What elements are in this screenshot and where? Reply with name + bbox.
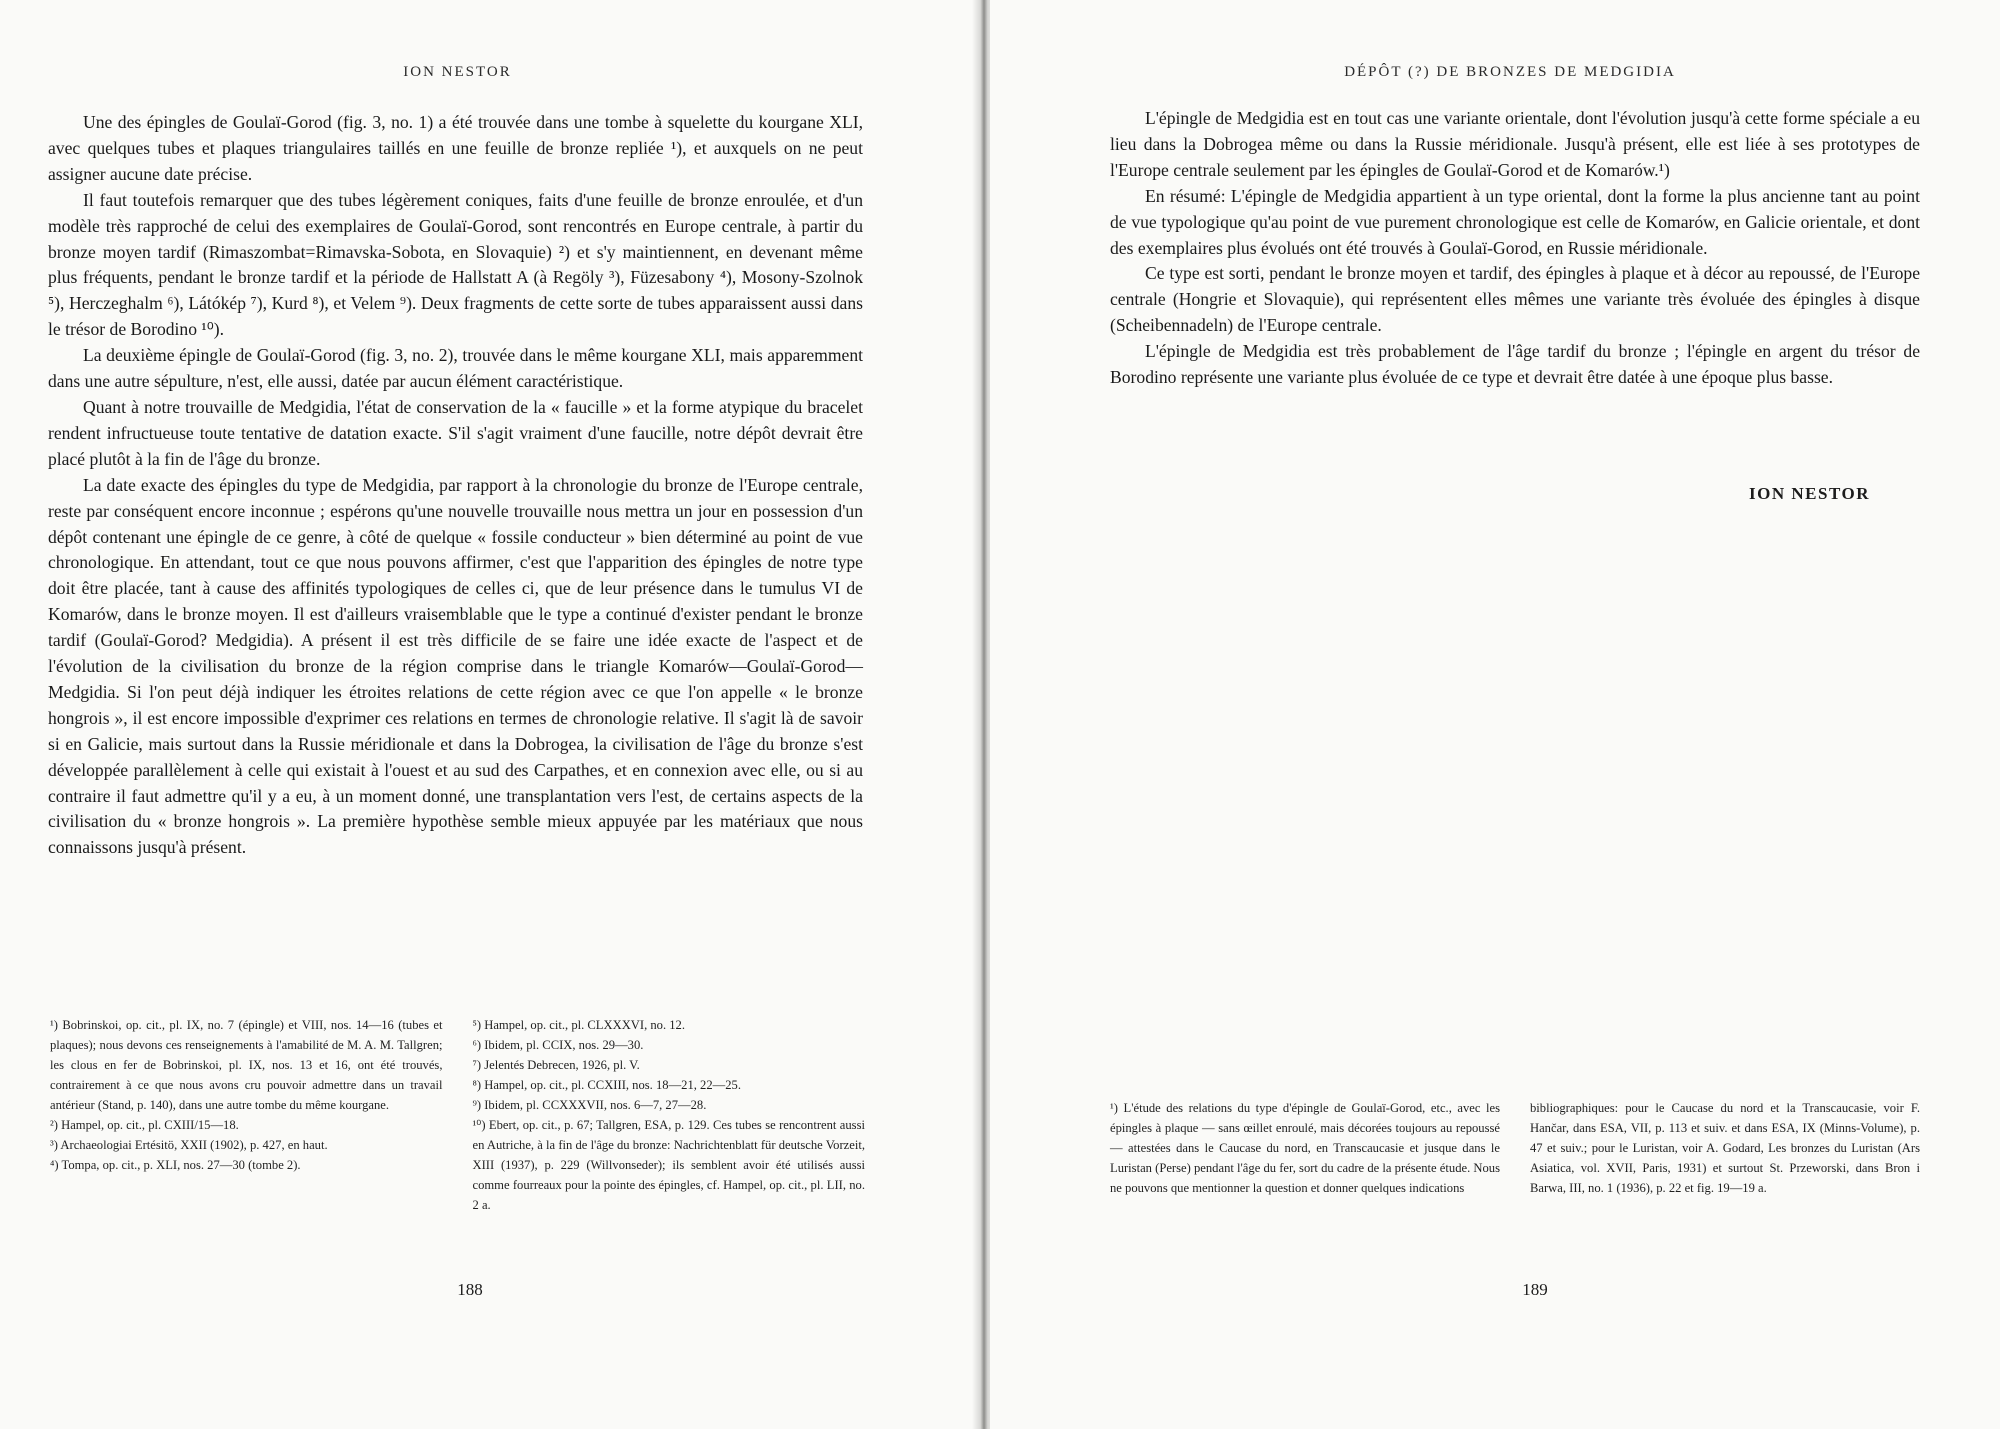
footnote: ¹) Bobrinskoi, op. cit., pl. IX, no. 7 (épingle) et VIII, nos. 14—16 (tubes et plaques); nous devons ces renseignements à l'amabilité de M. A. M. Tallgren; les clous en fer de Bobrinskoi, pl. IX, nos. 13 et 16, ont été trouvés, contrairement à ce que nous avons cru pouvoir admettre dans un travail antérieur (Stand, p. 140), dans une autre tombe du même kourgane. xyxy=(50,1018,443,1112)
footnotes xyxy=(1110,1098,1920,1198)
footnote: ¹) L'étude des relations du type d'épingle de Goulaï-Gorod, etc., avec les épingles à plaque — sans œillet enroulé, mais décorées toujours au repoussé — attestées dans le Caucase du nord, en Transcaucasie et jusque dans le Luristan (Perse) pendant l'âge du fer, sort du cadre de la présente étude. Nous ne pouvons que mentionner la question et donner quelques indications xyxy=(1110,1101,1500,1195)
paragraph: La date exacte des épingles du type de Medgidia, par rapport à la chronologie du bronze de l'Europe centrale, reste par conséquent encore inconnue ; espérons qu'une nouvelle trouvaille nous mettra un jour en possession d'un dépôt contenant une épingle de ce genre, à côté de quelque « fossile conducteur » bien déterminé au point de vue chronologique. En attendant, tout ce que nous pouvons affirmer, c'est que l'apparition des épingles de notre type doit être placée, tant à cause des affinités typologiques de celles ci, que de leur présence dans le tumulus VI de Komarów, dans le bronze moyen. Il est d'ailleurs vraisemblable que le type a continué d'exister pendant le bronze tardif (Goulaï-Gorod? Medgidia). A présent il est très difficile de se faire une idée exacte de l'aspect et de l'évolution de la civilisation du bronze de la région comprise dans le triangle Komarów—Goulaï-Gorod—Medgidia. Si l'on peut déjà indiquer les étroites relations de cette région avec ce que l'on appelle « le bronze hongrois », il est encore impossible d'exprimer ces relations en termes de chronologie relative. Il s'agit là de savoir si en Galicie, mais surtout dans la Russie méridionale et dans la Dobrogea, la civilisation de l'âge du bronze s'est développée parallèlement à celle qui existait à l'ouest et au sud des Carpathes, et en connexion avec elle, ou si au contraire il faut admettre qu'il y a eu, à un moment donné, une transplantation vers l'est, de certains aspects de la civilisation du « bronze hongrois ». La première hypothèse semble mieux appuyée par les matériaux que nous connaissons jusqu'à présent. xyxy=(48,474,863,858)
footnotes xyxy=(50,1015,865,1215)
page-number: 188 xyxy=(457,1280,483,1299)
running-head: DÉPÔT (?) DE BRONZES DE MEDGIDIA xyxy=(1344,64,1676,80)
right-page xyxy=(990,0,2000,1429)
footnote: ³) Archaeologiai Ertésitö, XXII (1902), p. 427, en haut. xyxy=(50,1138,328,1152)
body-text xyxy=(1110,106,1920,391)
paragraph: L'épingle de Medgidia est en tout cas une variante orientale, dont l'évolution jusqu'à cette forme spéciale a eu lieu dans la Dobrogea même ou dans la Russie méridionale. Jusqu'à présent, elle est liée à ses prototypes de l'Europe centrale seulement par les épingles de Goulaï-Gorod et de Komarów.¹) xyxy=(1110,108,1920,180)
paragraph: La deuxième épingle de Goulaï-Gorod (fig. 3, no. 2), trouvée dans le même kourgane XLI, mais apparemment dans une autre sépulture, n'est, elle aussi, datée par aucun élément caractéristique. xyxy=(48,345,863,392)
left-page xyxy=(0,0,978,1429)
footnote: ⁹) Ibidem, pl. CCXXXVII, nos. 6—7, 27—28. xyxy=(472,1098,707,1112)
footnote: ¹⁰) Ebert, op. cit., p. 67; Tallgren, ESA, p. 129. Ces tubes se rencontrent aussi en Autriche, à la fin de l'âge du bronze: Nachrichtenblatt für deutsche Vorzeit, XIII (1937), p. 229 (Willvonseder); ils semblent avoir été utilisés aussi comme fourreaux pour la pointe des épingles, cf. Hampel, op. cit., pl. LII, no. 2 a. xyxy=(472,1118,865,1212)
paragraph: Ce type est sorti, pendant le bronze moyen et tardif, des épingles à plaque et à décor au repoussé, de l'Europe centrale (Hongrie et Slovaquie), qui représentent elles mêmes une variante très évoluée des épingles à disque (Scheibennadeln) de l'Europe centrale. xyxy=(1110,263,1920,336)
footnote-column xyxy=(473,1015,866,1215)
footnote: ⁵) Hampel, op. cit., pl. CLXXXVI, no. 12. xyxy=(472,1018,686,1032)
body-text xyxy=(48,110,863,861)
footnote-column xyxy=(1530,1098,1920,1198)
footnote: ⁴) Tompa, op. cit., p. XLI, nos. 27—30 (tombe 2). xyxy=(50,1158,301,1172)
paragraph: En résumé: L'épingle de Medgidia appartient à un type oriental, dont la forme la plus ancienne tant au point de vue typologique qu'au point de vue purement chronologique est celle de Komarów, en Galicie orientale, et dont des exemplaires plus évolués ont été trouvés à Goulaï-Gorod, en Russie méridionale. xyxy=(1110,185,1920,258)
footnote-column xyxy=(50,1015,443,1215)
footnote: bibliographiques: pour le Caucase du nord et la Transcaucasie, voir F. Hančar, dans ESA, VII, p. 113 et suiv. et dans ESA, IX (Minns-Volume), p. 47 et suiv.; pour le Luristan, voir A. Godard, Les bronzes du Luristan (Ars Asiatica, vol. XVII, Paris, 1931) et surtout St. Przeworski, dans Bron i Barwa, III, no. 1 (1936), p. 22 et fig. 19—19 a. xyxy=(1530,1101,1920,1195)
page-number: 189 xyxy=(1522,1280,1548,1299)
footnote: ²) Hampel, op. cit., pl. CXIII/15—18. xyxy=(50,1118,239,1132)
paragraph: L'épingle de Medgidia est très probablement de l'âge tardif du bronze ; l'épingle en argent du trésor de Borodino représente une variante plus évoluée de ce type et devrait être datée à une époque plus basse. xyxy=(1110,341,1920,388)
footnote-column xyxy=(1110,1098,1500,1198)
footnote: ⁷) Jelentés Debrecen, 1926, pl. V. xyxy=(472,1058,640,1072)
paragraph: Une des épingles de Goulaï-Gorod (fig. 3, no. 1) a été trouvée dans une tombe à squelette du kourgane XLI, avec quelques tubes et plaques triangulaires taillés en une feuille de bronze repliée ¹), et auxquels on ne peut assigner aucune date précise. xyxy=(48,112,863,184)
footnote: ⁶) Ibidem, pl. CCIX, nos. 29—30. xyxy=(472,1038,644,1052)
author-signature: ION NESTOR xyxy=(1749,484,1870,503)
footnote: ⁸) Hampel, op. cit., pl. CCXIII, nos. 18—21, 22—25. xyxy=(472,1078,741,1092)
paragraph: Quant à notre trouvaille de Medgidia, l'état de conservation de la « faucille » et la forme atypique du bracelet rendent infructueuse toute tentative de datation exacte. S'il s'agit vraiment d'une faucille, notre dépôt devrait être placé plutôt à la fin de l'âge du bronze. xyxy=(48,396,863,469)
running-head: ION NESTOR xyxy=(403,64,512,80)
paragraph: Il faut toutefois remarquer que des tubes légèrement coniques, faits d'une feuille de bronze enroulée, et d'un modèle très rapproché de celui des exemplaires de Goulaï-Gorod, sont rencontrés en Europe centrale, à partir du bronze moyen tardif (Rimaszombat=Rimavska-Sobota, en Slovaquie) ²) et s'y maintiennent, en devenant même plus fréquents, pendant le bronze tardif et la période de Hallstatt A (à Regöly ³), Füzesabony ⁴), Mosony-Szolnok ⁵), Herczeghalm ⁶), Látókép ⁷), Kurd ⁸), et Velem ⁹). Deux fragments de cette sorte de tubes apparaissent aussi dans le trésor de Borodino ¹⁰). xyxy=(48,189,863,340)
